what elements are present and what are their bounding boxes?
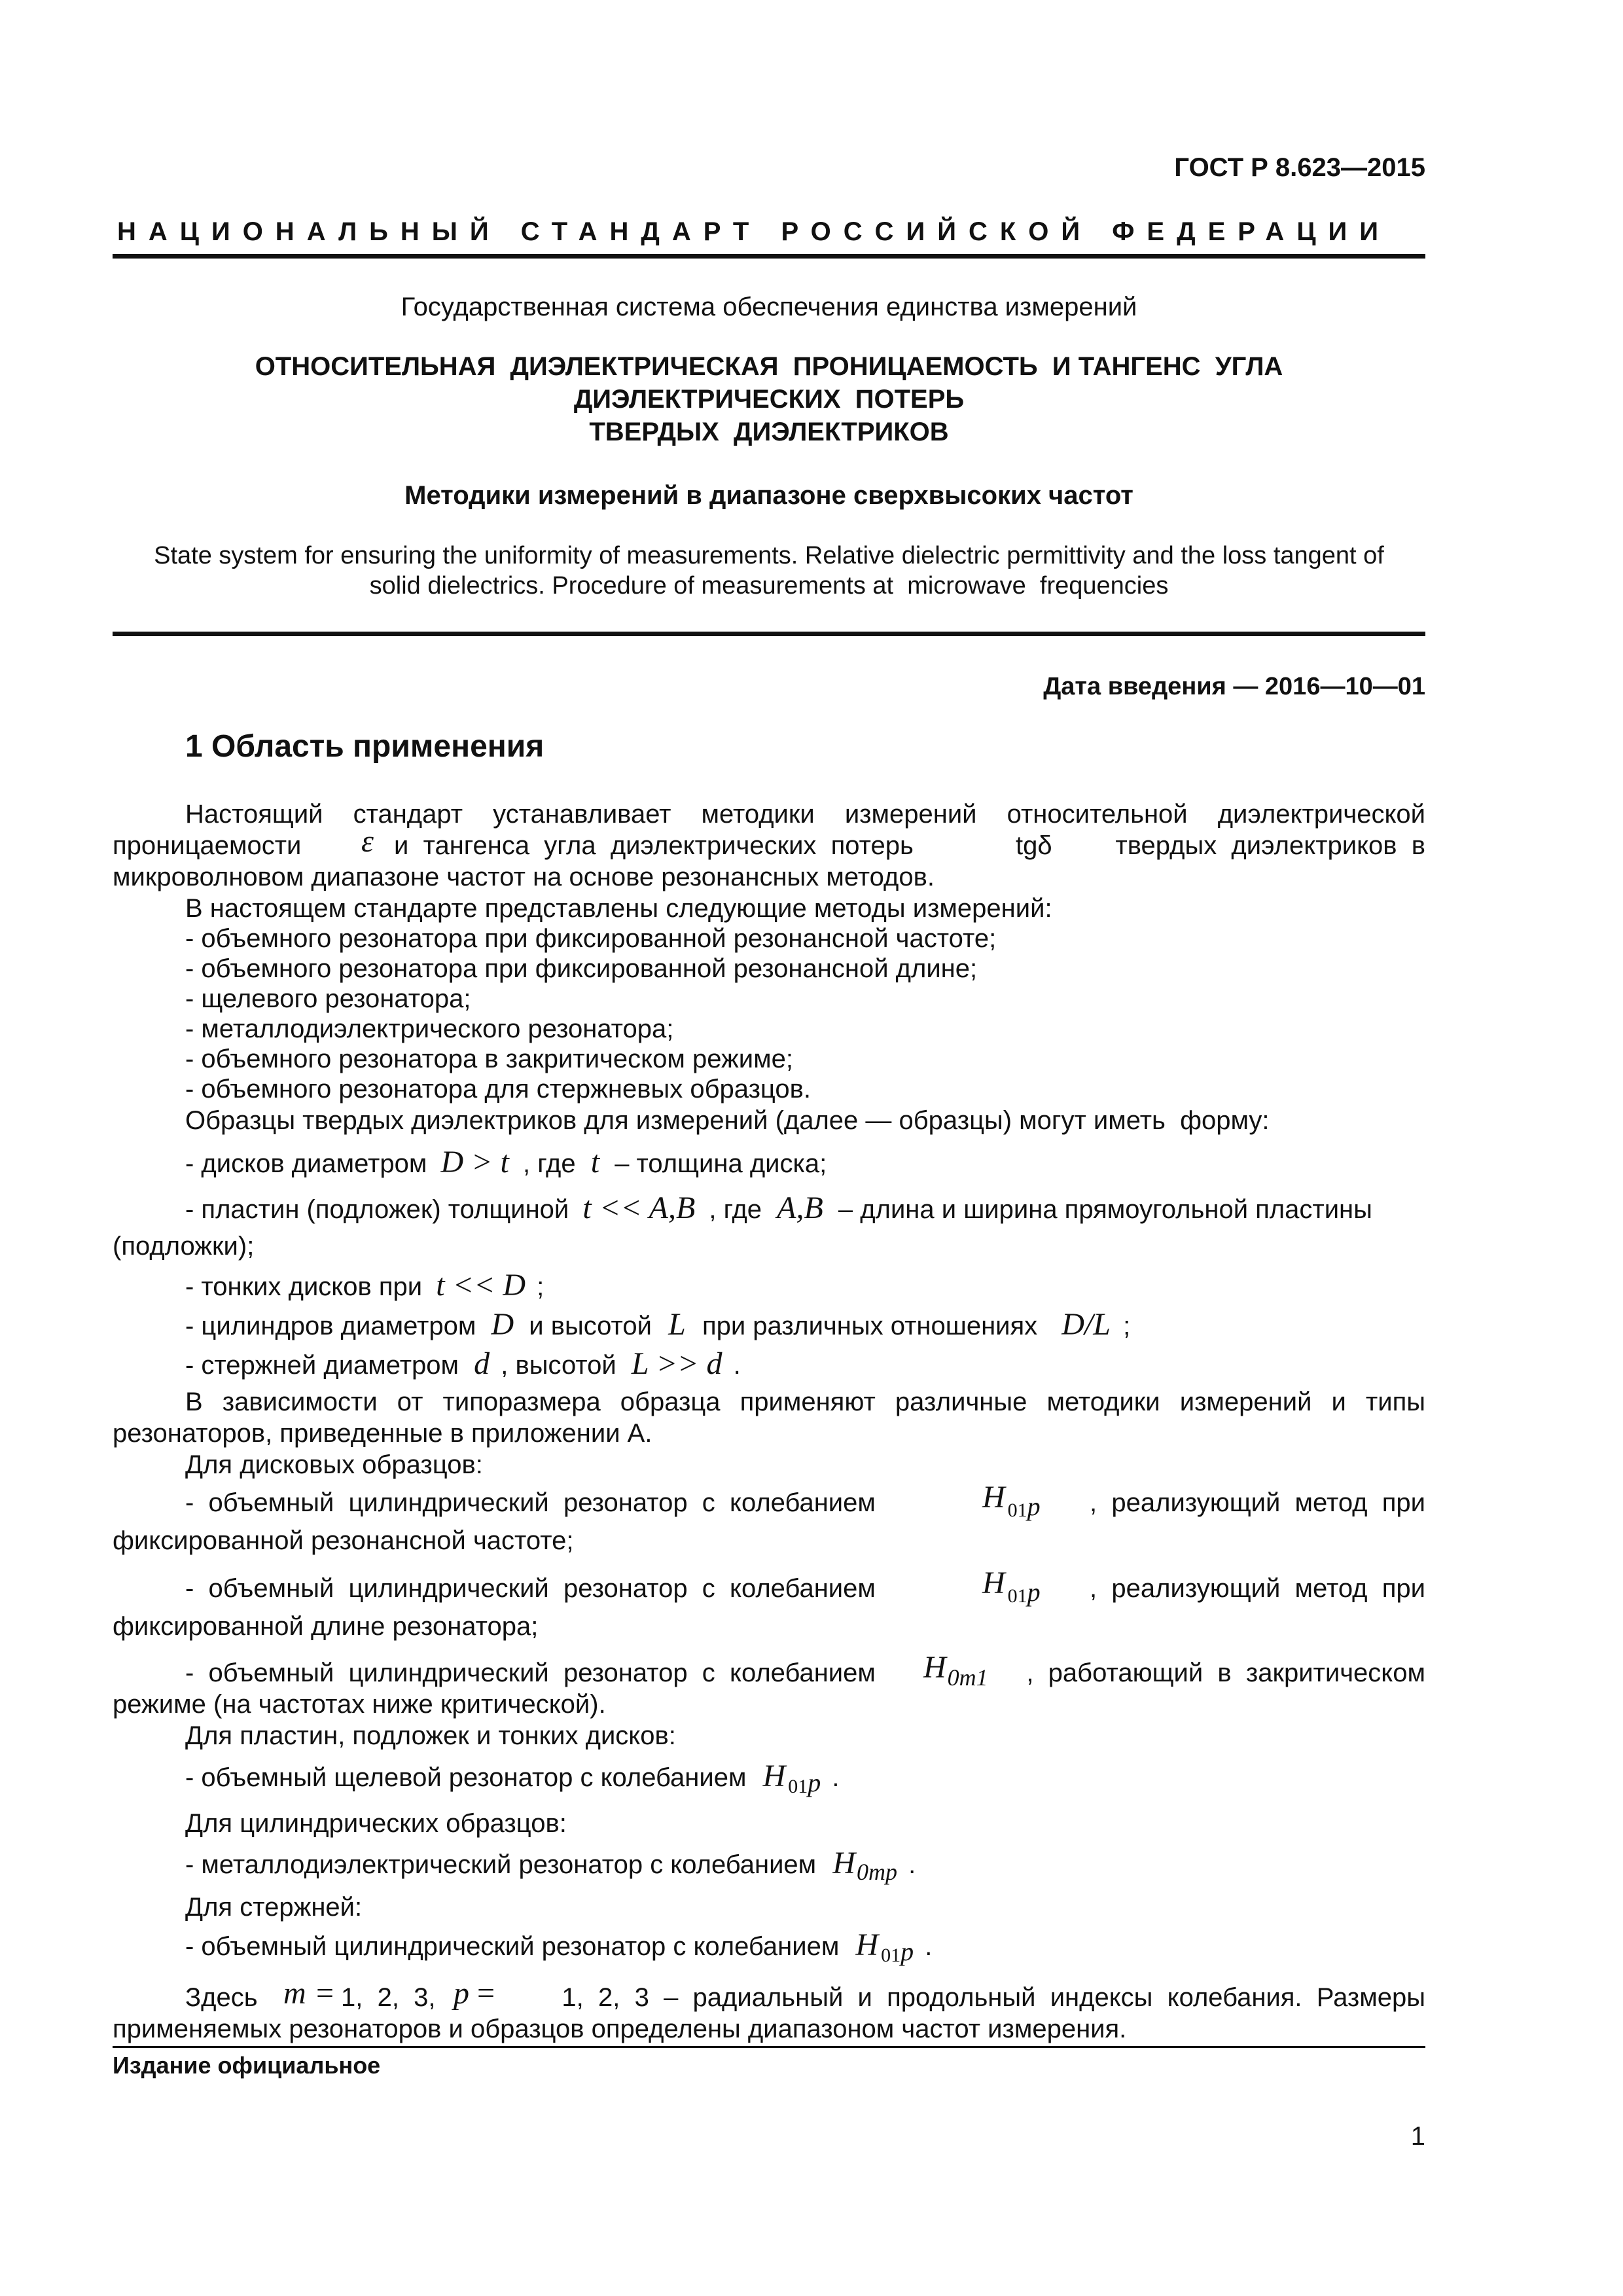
shape-disks-text: - дисков диаметром	[185, 1149, 427, 1178]
document-title-line-1: ОТНОСИТЕЛЬНАЯ ДИЭЛЕКТРИЧЕСКАЯ ПРОНИЦАЕМОСТЬ И ТАНГЕНС УГЛА	[255, 352, 1283, 381]
mode-sub-p: p	[1027, 1492, 1041, 1521]
mode-sub-p: p	[901, 1937, 914, 1966]
rods-item-text: - объемный цилиндрический резонатор с колебанием	[185, 1932, 840, 1961]
symbol-tgd: tgδ	[1016, 831, 1052, 860]
size-paragraph-line-1: В зависимости от типоразмера образца применяют различные методики измерений и типы	[185, 1388, 1425, 1416]
effective-date: Дата введения — 2016—10—01	[1043, 673, 1425, 700]
disk-item-1-cont: фиксированной резонансной частоте;	[113, 1526, 574, 1555]
standard-banner: НАЦИОНАЛЬНЫЙ СТАНДАРТ РОССИЙСКОЙ ФЕДЕРАЦИИ	[116, 217, 1391, 246]
shape-item-plates-cont: (подложки);	[113, 1232, 255, 1261]
disk-item-1-text: - объемный цилиндрический резонатор с колебанием	[185, 1488, 876, 1517]
mode-h-letter: H	[982, 1480, 1005, 1515]
method-item-2: - объемного резонатора при фиксированной резонансной длине;	[185, 954, 978, 983]
shape-item-cylinders	[185, 1309, 1130, 1342]
mode-sub-01: 01	[881, 1945, 901, 1966]
equals-sign-1: =	[316, 1976, 334, 2011]
section-heading: 1 Область применения	[185, 729, 544, 764]
method-item-3: - щелевого резонатора;	[185, 984, 471, 1013]
mode-h-letter: H	[982, 1566, 1005, 1600]
equals-sign-2: =	[477, 1976, 495, 2011]
disk-item-1-method: , реализующий метод при	[1090, 1488, 1425, 1517]
size-paragraph-line-2: резонаторов, приведенные в приложении А.	[113, 1419, 652, 1448]
shape-item-rods	[185, 1348, 741, 1381]
method-item-4: - металлодиэлектрического резонатора;	[185, 1014, 674, 1043]
formula-d-gt-t: D > t	[440, 1145, 509, 1179]
plates-item	[185, 1761, 840, 1796]
mode-sub-0mp: 0mp	[856, 1859, 897, 1885]
mode-h0m1	[923, 1650, 988, 1691]
methods-intro: В настоящем стандарте представлены следующие методы измерений:	[185, 894, 1052, 923]
indices-here: Здесь	[185, 1983, 258, 2012]
mode-h-letter: H	[762, 1759, 786, 1793]
shape-plates-where: , где	[709, 1195, 762, 1224]
shapes-intro: Образцы твердых диэлектриков для измерений (далее — образцы) могут иметь форму:	[185, 1106, 1270, 1135]
mode-h0mp	[832, 1846, 904, 1885]
mode-sub-0m1: 0m1	[947, 1664, 988, 1691]
cylinders-item-end: .	[908, 1850, 916, 1879]
rods-item	[185, 1929, 932, 1965]
shape-rods-end: .	[733, 1351, 741, 1380]
formula-l: L	[668, 1307, 686, 1342]
rods-item-end: .	[925, 1932, 933, 1961]
text-loss-tangent: и тангенса угла диэлектрических потерь	[394, 831, 914, 860]
mode-h01p-4	[855, 1928, 921, 1966]
formula-d-diam: D	[491, 1307, 514, 1342]
disk-samples-intro: Для дисковых образцов:	[185, 1450, 483, 1479]
shape-cyl-text: - цилиндров диаметром	[185, 1312, 476, 1340]
formula-l-gg-d: L >> d	[631, 1346, 722, 1381]
official-edition: Издание официальное	[113, 2052, 381, 2079]
mode-h01p-3	[762, 1759, 829, 1797]
formula-ab: A,B	[777, 1191, 823, 1225]
formula-t-ll-d: t << D	[436, 1268, 526, 1302]
index-p: p	[454, 1976, 469, 2011]
indices-desc: 1, 2, 3 – радиальный и продольный индексы колебания. Размеры	[562, 1983, 1425, 2012]
document-subtitle: Методики измерений в диапазоне сверхвысоких частот	[404, 481, 1133, 510]
shape-cyl-height: и высотой	[529, 1312, 652, 1340]
shape-plates-desc: – длина и ширина прямоугольной пластины	[838, 1195, 1372, 1224]
index-m-values: 1, 2, 3,	[341, 1983, 436, 2012]
formula-d-small: d	[474, 1346, 490, 1381]
mode-h01p-2	[982, 1566, 1041, 1607]
formula-t: t	[590, 1145, 600, 1179]
rods-intro: Для стержней:	[185, 1893, 363, 1922]
formula-d-over-l: D/L	[1061, 1307, 1111, 1342]
shape-thin-disks-end: ;	[537, 1272, 544, 1301]
text-permittivity: проницаемости	[113, 831, 302, 860]
shape-rods-height: , высотой	[501, 1351, 616, 1380]
indices-paragraph-line-2: применяемых резонаторов и образцов определены диапазоном частот измерения.	[113, 2015, 1127, 2043]
shape-disks-desc: – толщина диска;	[615, 1149, 827, 1178]
shape-cyl-end: ;	[1123, 1312, 1131, 1340]
disk-item-2-text: - объемный цилиндрический резонатор с колебанием	[185, 1574, 876, 1603]
text-solid-dielectrics: твердых диэлектриков в	[1115, 831, 1425, 860]
shape-disks-where: , где	[522, 1149, 576, 1178]
mode-sub-01: 01	[788, 1776, 808, 1797]
footer-rule	[113, 2046, 1425, 2048]
cylinders-item	[185, 1846, 916, 1885]
disk-item-3-cont: режиме (на частотах ниже критической).	[113, 1690, 606, 1719]
document-number: ГОСТ Р 8.623—2015	[1174, 153, 1425, 182]
mode-h01p-1	[982, 1480, 1041, 1521]
document-title-line-3: ТВЕРДЫХ ДИЭЛЕКТРИКОВ	[589, 418, 949, 446]
english-title-line-1: State system for ensuring the uniformity of measurements. Relative dielectric permittivity and the loss tangent of	[154, 542, 1384, 569]
shape-plates-text: - пластин (подложек) толщиной	[185, 1195, 569, 1224]
disk-item-3-text: - объемный цилиндрический резонатор с колебанием	[185, 1659, 876, 1687]
shape-cyl-ratios: при различных отношениях	[702, 1312, 1038, 1340]
top-rule	[113, 254, 1425, 259]
plates-item-text: - объемный щелевой резонатор с колебанием	[185, 1763, 747, 1792]
mode-sub-01: 01	[1007, 1585, 1027, 1607]
cylinders-item-text: - металлодиэлектрический резонатор с колебанием	[185, 1850, 817, 1879]
disk-item-2-method: , реализующий метод при	[1090, 1574, 1425, 1603]
mode-sub-p: p	[808, 1768, 821, 1797]
disk-item-2-cont: фиксированной длине резонатора;	[113, 1612, 539, 1641]
title-rule	[113, 632, 1425, 636]
index-m: m	[283, 1976, 306, 2011]
plates-intro: Для пластин, подложек и тонких дисков:	[185, 1721, 676, 1750]
shape-item-disks	[185, 1147, 827, 1179]
disk-item-3-method: , работающий в закритическом	[1026, 1659, 1425, 1687]
plates-item-end: .	[832, 1763, 840, 1792]
mode-h-letter: H	[855, 1928, 879, 1962]
method-item-1: - объемного резонатора при фиксированной резонансной частоте;	[185, 924, 997, 953]
mode-sub-p: p	[1027, 1577, 1041, 1607]
shape-item-thin-disks	[185, 1270, 544, 1302]
document-title-line-2: ДИЭЛЕКТРИЧЕСКИХ ПОТЕРЬ	[573, 385, 965, 414]
method-item-5: - объемного резонатора в закритическом режиме;	[185, 1045, 793, 1073]
paragraph-1-line-3: микроволновом диапазоне частот на основе резонансных методов.	[113, 863, 935, 891]
cylinders-intro: Для цилиндрических образцов:	[185, 1809, 567, 1838]
mode-h-letter: H	[832, 1846, 855, 1880]
mode-sub-01: 01	[1007, 1499, 1027, 1521]
symbol-epsilon: ε	[361, 824, 374, 859]
system-title: Государственная система обеспечения единства измерений	[401, 293, 1137, 321]
english-title-line-2: solid dielectrics. Procedure of measurements at microwave frequencies	[369, 572, 1169, 600]
shape-thin-disks-text: - тонких дисков при	[185, 1272, 423, 1301]
method-item-6: - объемного резонатора для стержневых образцов.	[185, 1075, 811, 1103]
page-number: 1	[1410, 2122, 1425, 2151]
shape-item-plates	[185, 1193, 1425, 1225]
paragraph-1-line-1: Настоящий стандарт устанавливает методики измерений относительной диэлектрической	[185, 800, 1425, 829]
shape-rods-text: - стержней диаметром	[185, 1351, 459, 1380]
mode-h-letter: H	[923, 1650, 946, 1685]
formula-t-ll-ab: t << A,B	[582, 1191, 696, 1225]
